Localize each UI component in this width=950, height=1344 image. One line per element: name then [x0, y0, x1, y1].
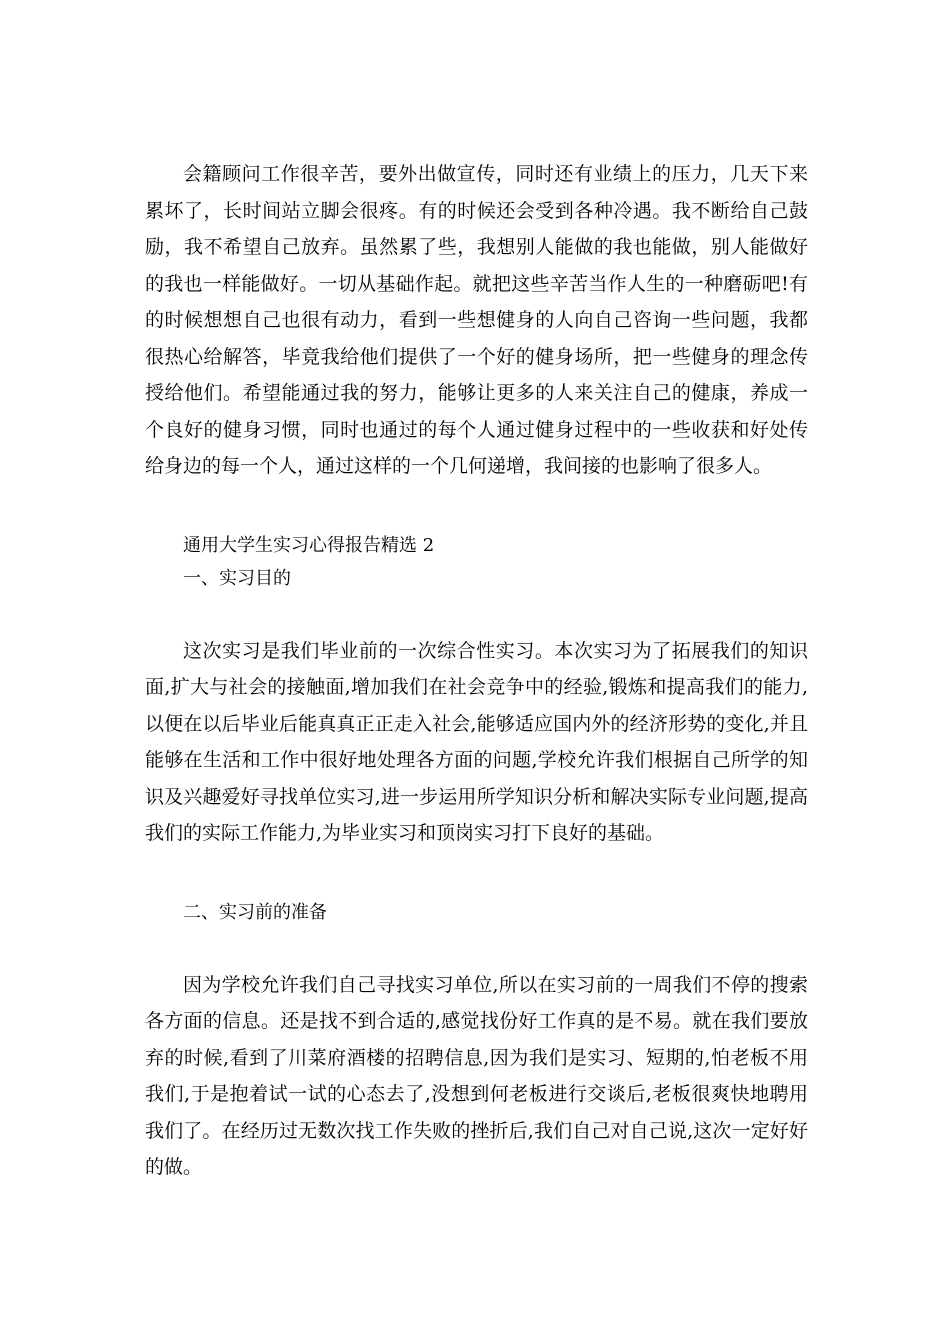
- section-heading-purpose: 一、实习目的: [183, 567, 291, 589]
- spacer: [145, 485, 808, 529]
- section-heading-preparation: 二、实习前的准备: [183, 901, 327, 923]
- report-title: 通用大学生实习心得报告精选 2: [183, 534, 435, 556]
- document-body: [145, 156, 808, 1186]
- spacer: [145, 929, 808, 967]
- spacer: [145, 852, 808, 896]
- paragraph-membership-consultant: 会籍顾问工作很辛苦，要外出做宣传，同时还有业绩上的压力，几天下来累坏了，长时间站立脚会很疼。有的时候还会受到各种冷遇。我不断给自己鼓励，我不希望自己放弃。虽然累了些，我想别人能做的我也能做，别人能做好的我也一样能做好。一切从基础作起。就把这些辛苦当作人生的一种磨砺吧!有的时候想想自己也很有动力，看到一些想健身的人向自己咨询一些问题，我都很热心给解答，毕竟我给他们提供了一个好的健身场所，把一些健身的理念传授给他们。希望能通过我的努力，能够让更多的人来关注自己的健康，养成一个良好的健身习惯，同时也通过的每个人通过健身过程中的一些收获和好处传给身边的每一个人，通过这样的一个几何递增，我间接的也影响了很多人。: [145, 163, 808, 477]
- paragraph-preparation: 因为学校允许我们自己寻找实习单位,所以在实习前的一周我们不停的搜索各方面的信息。还是找不到合适的,感觉找份好工作真的是不易。就在我们要放弃的时候,看到了川菜府酒楼的招聘信息,因为我们是实习、短期的,怕老板不用我们,于是抱着试一试的心态去了,没想到何老板进行交谈后,老板很爽快地聘用我们了。在经历过无数次找工作失败的挫折后,我们自己对自己说,这次一定好好的做。: [145, 973, 808, 1178]
- paragraph-purpose: 这次实习是我们毕业前的一次综合性实习。本次实习为了拓展我们的知识面,扩大与社会的接触面,增加我们在社会竞争中的经验,锻炼和提高我们的能力,以便在以后毕业后能真真正正走入社会,能够适应国内外的经济形势的变化,并且能够在生活和工作中很好地处理各方面的问题,学校允许我们根据自己所学的知识及兴趣爱好寻找单位实习,进一步运用所学知识分析和解决实际专业问题,提高我们的实际工作能力,为毕业实习和顶岗实习打下良好的基础。: [145, 639, 808, 844]
- spacer: [145, 595, 808, 633]
